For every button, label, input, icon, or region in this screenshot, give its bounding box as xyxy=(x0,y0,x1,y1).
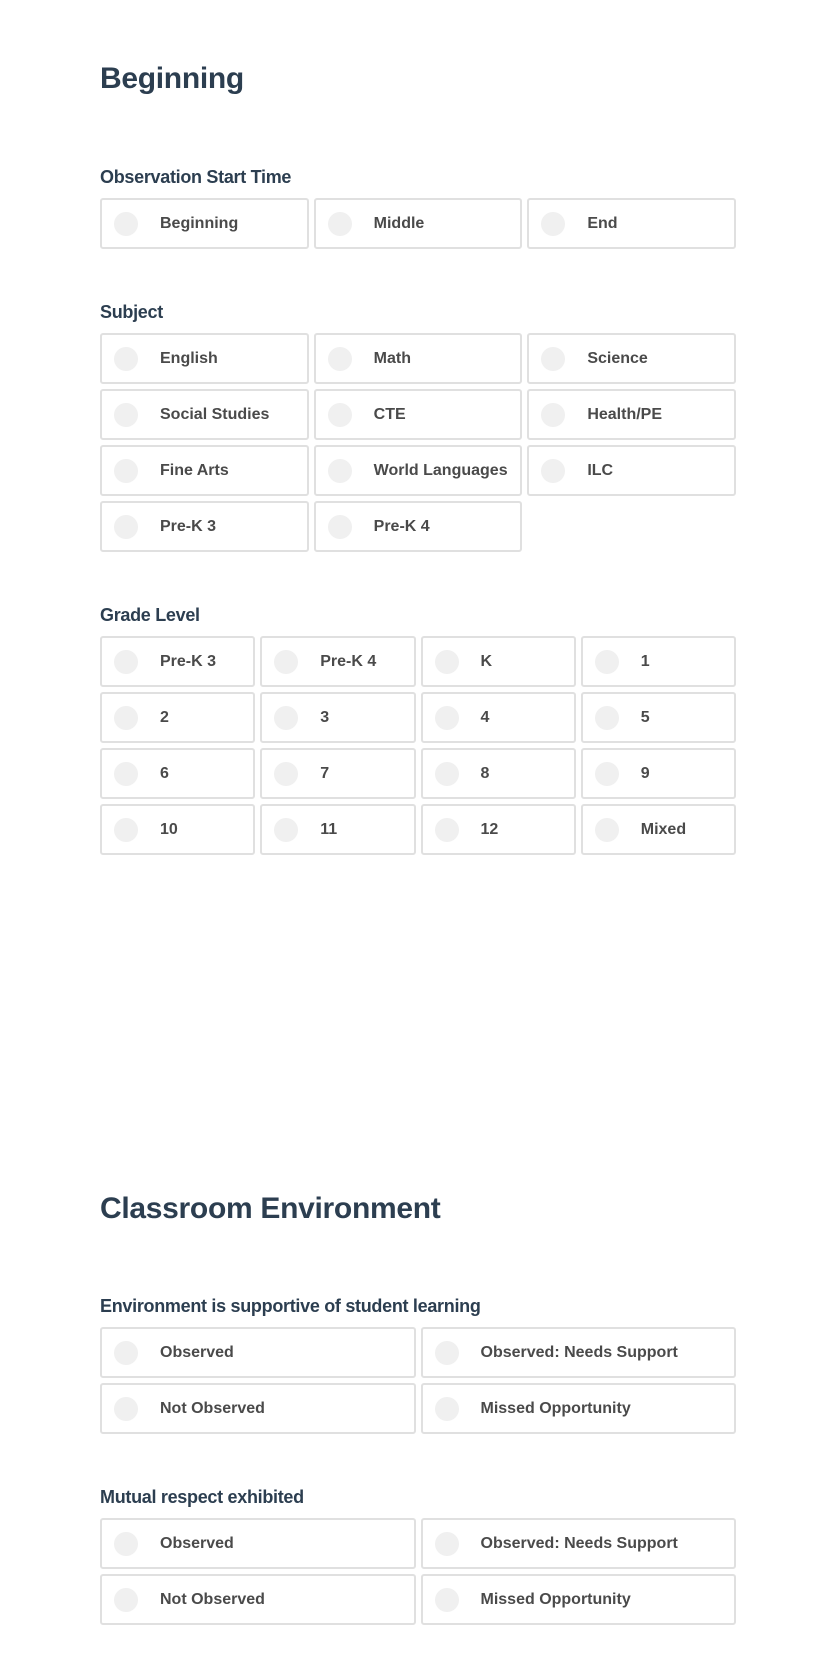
question-label: Subject xyxy=(100,302,163,322)
radio-option[interactable] xyxy=(100,1518,416,1569)
radio-option[interactable] xyxy=(421,636,576,687)
radio-option-label: Social Studies xyxy=(160,405,270,423)
radio-circle-icon[interactable] xyxy=(595,650,619,674)
radio-option[interactable] xyxy=(527,389,736,440)
radio-option[interactable] xyxy=(527,333,736,384)
radio-circle-icon[interactable] xyxy=(595,818,619,842)
radio-option-label: 6 xyxy=(160,764,169,782)
radio-option[interactable] xyxy=(527,198,736,249)
question-environment-supportive xyxy=(100,1296,736,1434)
radio-option-label: Middle xyxy=(373,214,425,232)
radio-option-label: CTE xyxy=(373,405,406,423)
radio-option-label: English xyxy=(160,349,218,367)
radio-option[interactable] xyxy=(100,1383,416,1434)
radio-circle-icon[interactable] xyxy=(541,347,565,371)
radio-circle-icon[interactable] xyxy=(114,1532,138,1556)
radio-option-label: 5 xyxy=(640,708,650,726)
radio-option[interactable] xyxy=(100,804,255,855)
radio-option[interactable] xyxy=(100,501,309,552)
question-start-time xyxy=(100,167,736,249)
section-title: Classroom Environment xyxy=(100,1192,441,1225)
radio-option-label: Missed Opportunity xyxy=(480,1590,631,1608)
radio-option-label: 1 xyxy=(640,652,650,670)
radio-option-label: Not Observed xyxy=(160,1399,265,1417)
radio-option[interactable] xyxy=(260,636,415,687)
radio-option-label: Observed xyxy=(160,1343,234,1361)
radio-circle-icon[interactable] xyxy=(114,818,138,842)
radio-option-label: Mixed xyxy=(640,820,687,838)
radio-circle-icon[interactable] xyxy=(114,1341,138,1365)
radio-circle-icon[interactable] xyxy=(435,818,459,842)
question-label: Grade Level xyxy=(100,605,200,625)
radio-option-label: End xyxy=(587,214,618,232)
radio-option[interactable] xyxy=(421,804,576,855)
radio-option[interactable] xyxy=(581,804,736,855)
radio-option[interactable] xyxy=(581,692,736,743)
radio-option[interactable] xyxy=(421,692,576,743)
radio-option-label: 2 xyxy=(160,708,169,726)
radio-circle-icon[interactable] xyxy=(114,459,138,483)
radio-option[interactable] xyxy=(314,445,523,496)
section-classroom-environment xyxy=(100,1192,736,1226)
radio-option-label: Missed Opportunity xyxy=(480,1399,631,1417)
radio-circle-icon[interactable] xyxy=(435,1588,459,1612)
radio-circle-icon[interactable] xyxy=(328,347,352,371)
radio-option[interactable] xyxy=(421,748,576,799)
radio-option-label: Observed: Needs Support xyxy=(480,1343,678,1361)
radio-circle-icon[interactable] xyxy=(114,1588,138,1612)
radio-option-label: 10 xyxy=(160,820,178,838)
radio-circle-icon[interactable] xyxy=(435,706,459,730)
radio-circle-icon[interactable] xyxy=(114,515,138,539)
radio-option-label: Observed: Needs Support xyxy=(480,1534,678,1552)
radio-option[interactable] xyxy=(100,333,309,384)
radio-circle-icon[interactable] xyxy=(328,459,352,483)
radio-option[interactable] xyxy=(100,445,309,496)
radio-option[interactable] xyxy=(260,748,415,799)
radio-option[interactable] xyxy=(421,1518,737,1569)
radio-circle-icon[interactable] xyxy=(328,403,352,427)
question-label: Mutual respect exhibited xyxy=(100,1487,304,1507)
radio-circle-icon[interactable] xyxy=(114,403,138,427)
radio-option[interactable] xyxy=(260,804,415,855)
radio-option[interactable] xyxy=(581,748,736,799)
radio-circle-icon[interactable] xyxy=(541,403,565,427)
radio-option[interactable] xyxy=(527,445,736,496)
radio-option[interactable] xyxy=(100,1574,416,1625)
radio-option-label: Pre-K 3 xyxy=(160,517,217,535)
question-mutual-respect xyxy=(100,1487,736,1625)
radio-circle-icon[interactable] xyxy=(328,212,352,236)
radio-option-label: 3 xyxy=(320,708,330,726)
radio-circle-icon[interactable] xyxy=(435,1397,459,1421)
radio-option-label: Pre-K 4 xyxy=(320,652,377,670)
radio-option[interactable] xyxy=(581,636,736,687)
radio-option-label: 12 xyxy=(480,820,499,838)
radio-option-label: ILC xyxy=(587,461,614,479)
radio-option[interactable] xyxy=(100,692,255,743)
radio-circle-icon[interactable] xyxy=(274,818,298,842)
radio-option[interactable] xyxy=(421,1574,737,1625)
radio-group xyxy=(100,333,736,552)
radio-option-label: 8 xyxy=(480,764,490,782)
radio-option-label: Science xyxy=(587,349,648,367)
radio-circle-icon[interactable] xyxy=(114,347,138,371)
radio-circle-icon[interactable] xyxy=(435,1532,459,1556)
section-beginning xyxy=(100,62,736,96)
radio-option[interactable] xyxy=(100,389,309,440)
radio-group xyxy=(100,1518,736,1625)
question-label: Observation Start Time xyxy=(100,167,292,187)
radio-option-label: K xyxy=(480,652,493,670)
radio-circle-icon[interactable] xyxy=(274,706,298,730)
question-grade-level xyxy=(100,605,736,855)
radio-option-label: 9 xyxy=(640,764,650,782)
radio-option[interactable] xyxy=(314,501,523,552)
radio-circle-icon[interactable] xyxy=(541,459,565,483)
radio-option-label: Math xyxy=(373,349,411,367)
radio-circle-icon[interactable] xyxy=(435,1341,459,1365)
radio-option[interactable] xyxy=(314,389,523,440)
radio-group xyxy=(100,1327,736,1434)
radio-circle-icon[interactable] xyxy=(541,212,565,236)
radio-circle-icon[interactable] xyxy=(114,650,138,674)
radio-option-label: 4 xyxy=(480,708,490,726)
radio-option-label: Health/PE xyxy=(587,405,663,423)
section-title: Beginning xyxy=(100,62,244,95)
radio-option[interactable] xyxy=(100,198,309,249)
radio-option-label: 11 xyxy=(320,820,338,838)
radio-option[interactable] xyxy=(421,1327,737,1378)
radio-option-label: Not Observed xyxy=(160,1590,265,1608)
radio-group xyxy=(100,636,736,855)
radio-circle-icon[interactable] xyxy=(114,212,138,236)
radio-circle-icon[interactable] xyxy=(435,762,459,786)
radio-circle-icon[interactable] xyxy=(274,762,298,786)
radio-option-label: Pre-K 4 xyxy=(373,517,430,535)
radio-circle-icon[interactable] xyxy=(595,762,619,786)
radio-option-label: Fine Arts xyxy=(160,461,229,479)
radio-option-label: Observed xyxy=(160,1534,234,1552)
radio-option[interactable] xyxy=(314,333,523,384)
radio-circle-icon[interactable] xyxy=(114,706,138,730)
radio-option[interactable] xyxy=(100,748,255,799)
radio-option-label: 7 xyxy=(320,764,330,782)
radio-option-label: Pre-K 3 xyxy=(160,652,217,670)
radio-option[interactable] xyxy=(100,1327,416,1378)
radio-circle-icon[interactable] xyxy=(114,762,138,786)
radio-option[interactable] xyxy=(100,636,255,687)
radio-option[interactable] xyxy=(421,1383,737,1434)
radio-circle-icon[interactable] xyxy=(274,650,298,674)
radio-circle-icon[interactable] xyxy=(595,706,619,730)
radio-option-label: Beginning xyxy=(160,214,239,232)
radio-option-label: World Languages xyxy=(373,461,508,479)
question-subject xyxy=(100,302,736,552)
radio-option[interactable] xyxy=(314,198,523,249)
radio-circle-icon[interactable] xyxy=(435,650,459,674)
question-label: Environment is supportive of student learning xyxy=(100,1296,481,1316)
radio-circle-icon[interactable] xyxy=(114,1397,138,1421)
radio-group xyxy=(100,198,736,249)
radio-circle-icon[interactable] xyxy=(328,515,352,539)
radio-option[interactable] xyxy=(260,692,415,743)
